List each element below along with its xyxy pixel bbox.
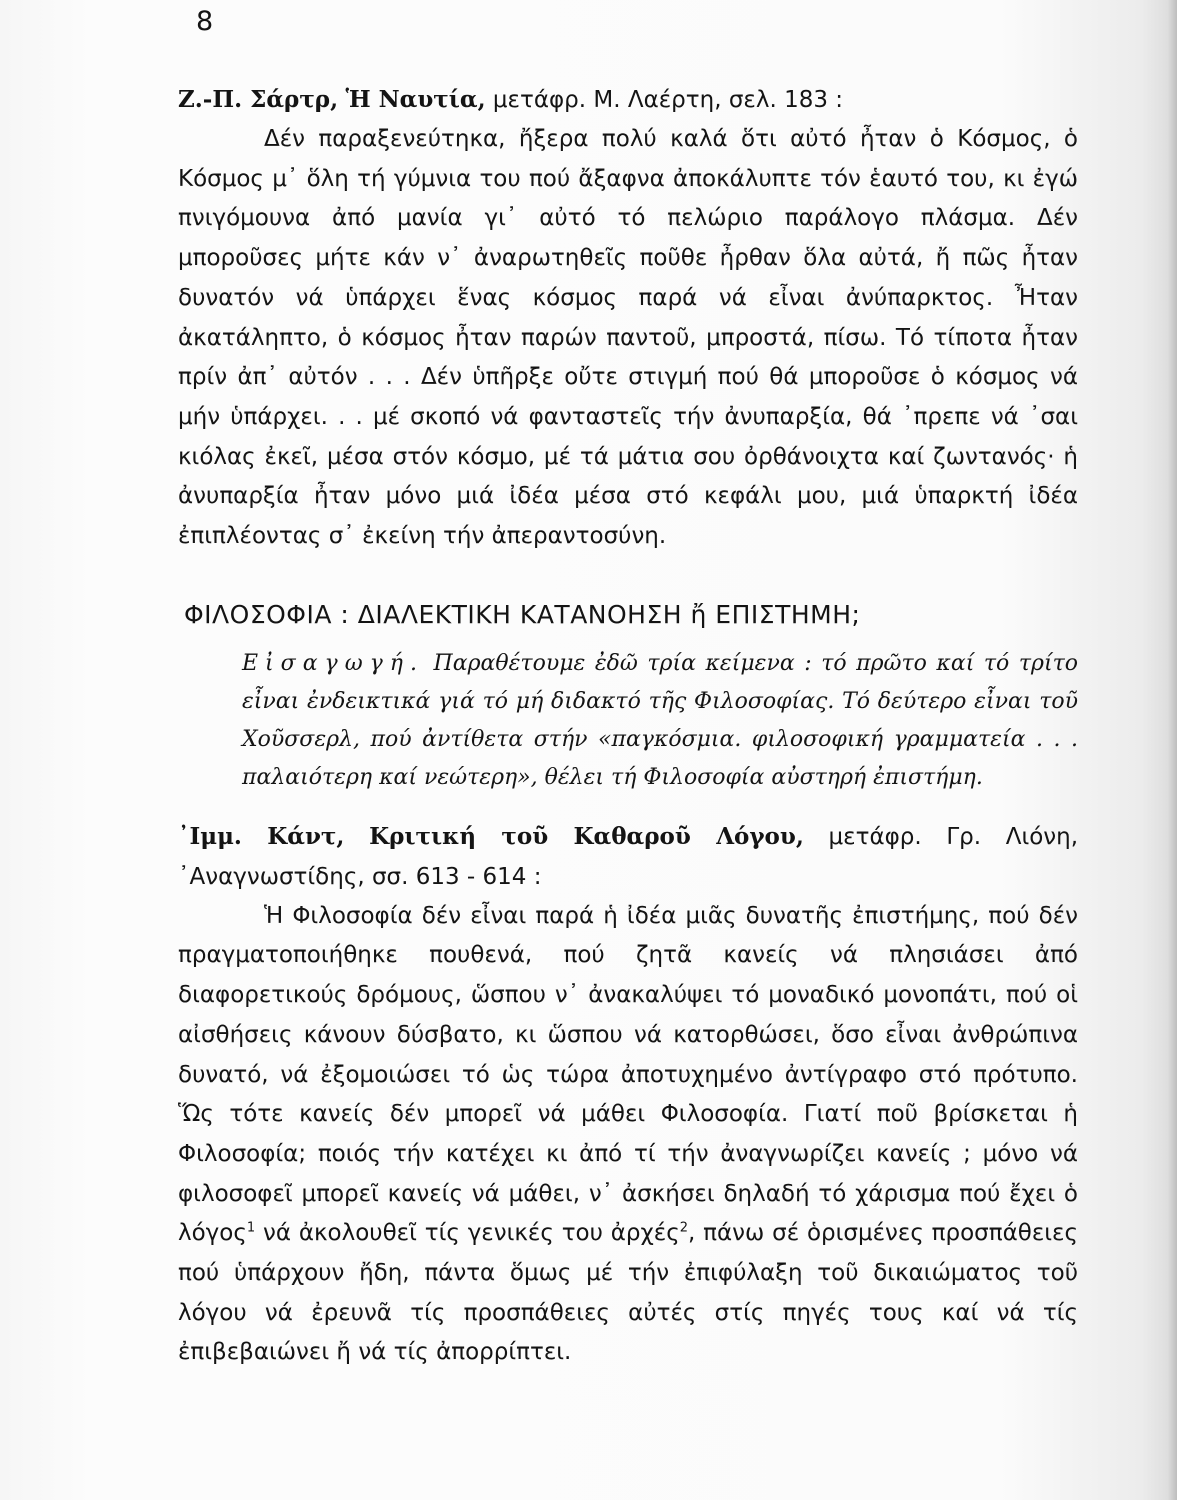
intro-text: Παραθέτουμε ἐδῶ τρία κείμενα : τό πρῶτο καί τό τρίτο εἶναι ἐνδεικτικά γιά τό μή διδακτό τῆς Φιλοσοφίας. Τό δεύτερο εἶναι τοῦ Χοῦσσερλ, πού ἀντίθετα στήν «παγκόσμια. φιλοσοφική γραμματεία . . . παλαιότερη καί νεώτερη», θέλει τή Φιλοσοφία αὐστηρή ἐπιστήμη. bbox=[242, 650, 1078, 790]
kant-quote-part3: , πάνω σέ ὁρισμένες προσπάθειες πού ὑπάρχουν ἤδη, πάντα ὅμως μέ τήν ἐπιφύλαξη τοῦ δικαιώματος τοῦ λόγου νά ἐρευνᾶ τίς προσπάθειες αὐτές στίς πηγές τους καί νά τίς ἐπιβεβαιώνει ἤ νά τίς ἀπορρίπτει. bbox=[178, 1220, 1078, 1366]
sartre-reference bbox=[178, 80, 1078, 120]
footnote-marker-2[interactable]: 2 bbox=[679, 1220, 689, 1236]
kant-quote-part2: νά ἀκολουθεῖ τίς γενικές του ἀρχές bbox=[255, 1220, 680, 1247]
kant-title: Κριτική τοῦ Καθαροῦ Λόγου, bbox=[369, 822, 804, 850]
sartre-author: Ζ.-Π. Σάρτρ, bbox=[178, 86, 339, 113]
page-number: 8 bbox=[196, 6, 214, 37]
introduction bbox=[242, 645, 1078, 797]
section-heading: ΦΙΛΟΣΟΦΙΑ : ΔΙΑΛΕΚΤΙΚΗ ΚΑΤΑΝΟΗΣΗ ἤ ΕΠΙΣΤΗΜΗ; bbox=[184, 599, 861, 629]
intro-label: Εἰσαγωγή. bbox=[242, 650, 424, 676]
kant-author: ᾽Ιμμ. Κάντ, bbox=[178, 822, 345, 850]
sartre-quote: Δέν παραξενεύτηκα, ἤξερα πολύ καλά ὅτι αὐτό ἦταν ὁ Κόσμος, ὁ Κόσμος μ᾽ ὅλη τή γύμνια του πού ἄξαφνα ἀποκάλυπτε τόν ἑαυτό του, κι ἐγώ πνιγόμουνα ἀπό μανία γι᾽ αὐτό τό πελώριο παράλογο πλάσμα. Δέν μποροῦσες μήτε κάν ν᾽ ἀναρωτηθεῖς ποῦθε ἦρθαν ὅλα αὐτά, ἤ πῶς ἦταν δυνατόν νά ὑπάρχει ἕνας κόσμος παρά νά εἶναι ἀνύπαρκτος. Ἦταν ἀκατάληπτο, ὁ κόσμος ἦταν παρών παντοῦ, μπροστά, πίσω. Τό τίποτα ἦταν πρίν ἀπ᾽ αὐτόν . . . Δέν ὑπῆρξε οὔτε στιγμή πού θά μποροῦσε ὁ κόσμος νά μήν ὑπάρχει. . . μέ σκοπό νά φανταστεῖς τήν ἀνυπαρξία, θά ᾽πρεπε νά ᾽σαι κιόλας ἐκεῖ, μέσα στόν κόσμο, μέ τά μάτια σου ὀρθάνοιχτα καί ζωντανός· ἡ ἀνυπαρξία ἦταν μόνο μιά ἰδέα μέσα στό κεφάλι μου, μιά ὑπαρκτή ἰδέα ἐπιπλέοντας σ᾽ ἐκείνη τήν ἀπεραντοσύνη. bbox=[178, 126, 1078, 550]
page-edge-shadow bbox=[1167, 0, 1177, 1500]
kant-reference bbox=[178, 817, 1078, 897]
page-content bbox=[178, 80, 1078, 1373]
sartre-details: μετάφρ. Μ. Λαέρτη, σελ. 183 : bbox=[492, 87, 844, 113]
kant-quote bbox=[178, 897, 1078, 1373]
footnote-marker-1[interactable]: 1 bbox=[246, 1220, 256, 1236]
sartre-title: Ἡ Ναυτία, bbox=[345, 86, 486, 113]
kant-details: μετάφρ. Γρ. Λιόνη, ᾽Αναγνωστίδης, σσ. 613 - 614 : bbox=[178, 823, 1079, 890]
kant-quote-part1: Ἡ Φιλοσοφία δέν εἶναι παρά ἡ ἰδέα μιᾶς δυνατῆς ἐπιστήμης, πού δέν πραγματοποιήθηκε πουθενά, πού ζητᾶ κανείς νά πλησιάσει ἀπό διαφορετικούς δρόμους, ὥσπου ν᾽ ἀνακαλύψει τό μοναδικό μονοπάτι, πού οἱ αἰσθήσεις κάνουν δύσβατο, κι ὥσπου νά κατορθώσει, ὅσο εἶναι ἀνθρώπινα δυνατό, νά ἐξομοιώσει τό ὡς τώρα ἀποτυχημένο ἀντίγραφο στό πρότυπο. Ὥς τότε κανείς δέν μπορεῖ νά μάθει Φιλοσοφία. Γιατί ποῦ βρίσκεται ἡ Φιλοσοφία; ποιός τήν κατέχει κι ἀπό τί τήν ἀναγνωρίζει κανείς ; μόνο νά φιλοσοφεῖ μπορεῖ κανείς νά μάθει, ν᾽ ἀσκήσει δηλαδή τό χάρισμα πού ἔχει ὁ λόγος bbox=[178, 902, 1078, 1247]
